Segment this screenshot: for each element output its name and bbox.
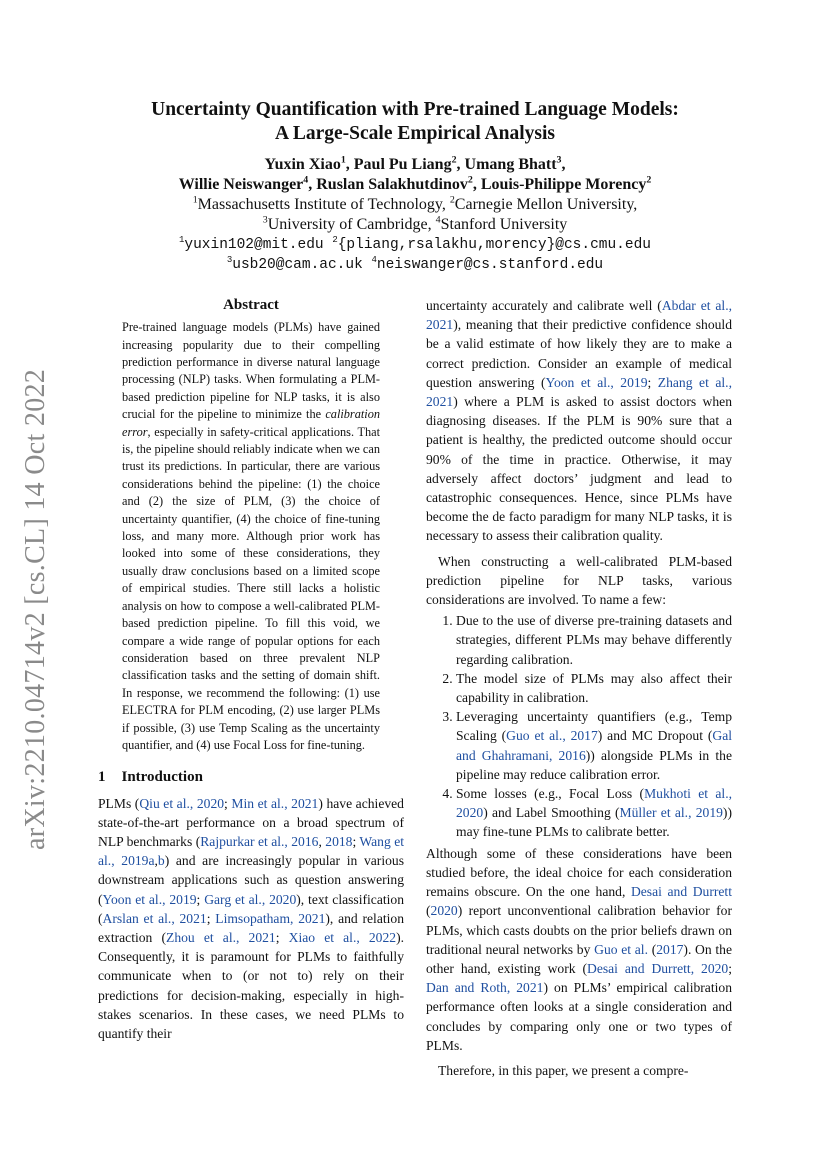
abstract-heading: Abstract xyxy=(223,297,279,313)
affiliation-text: Carnegie Mellon University, xyxy=(454,196,638,213)
title-line-1: Uncertainty Quantification with Pre-trained Language Models: xyxy=(151,99,679,120)
body-text: ) on PLMs’ empirical calibration performance often looks at a single consideration and concludes by comparing only one or two types of PLMs. xyxy=(426,980,732,1053)
body-text: ) and are increasingly popular in various downstream applications such as question answering ( xyxy=(98,853,404,907)
citation-link: Mukhoti et al., 2020 xyxy=(456,786,732,821)
author-name: Yuxin Xiao xyxy=(264,156,341,173)
citation-link: 2017 xyxy=(656,941,684,957)
affiliation-text: Stanford University xyxy=(440,216,568,233)
author-name: Willie Neiswanger xyxy=(178,176,304,193)
body-text: ; xyxy=(196,891,205,907)
affiliation-marker: 1 xyxy=(340,154,346,166)
body-text: ) where a PLM is asked to assist doctors when diagnosing diseases. If the PLM is 90% sure that a patient is healthy, the predicted outcome should occur 90% of the time in practice. Otherwise, it may adversely affect doctors’ judgment and lead to catastrophic consequences. Hence, since PLMs have become the de facto paradigm for many NLP tasks, it is necessary to assess their calibration quality. xyxy=(426,394,732,544)
affiliation-marker: 2 xyxy=(449,194,455,206)
affiliation-marker: 4 xyxy=(303,174,309,186)
body-text: ), text classification ( xyxy=(98,891,405,926)
list-item xyxy=(456,707,732,784)
section-title: Introduction xyxy=(121,769,203,786)
title-line-2: A Large-Scale Empirical Analysis xyxy=(274,123,556,144)
citation-link: Guo et al., 2017 xyxy=(506,728,598,744)
citation-link: Arslan et al., 2021 xyxy=(102,910,207,926)
author-name: Louis-Philippe Morency xyxy=(480,176,647,193)
affiliation-marker: 4 xyxy=(435,214,441,226)
author-name: Paul Pu Liang xyxy=(353,156,452,173)
body-text: ( xyxy=(647,941,657,957)
section-number: 1 xyxy=(98,769,106,786)
citation-link: Dan and Roth, 2021 xyxy=(426,980,544,996)
email-line-1 xyxy=(90,235,740,255)
affiliation-text: neiswanger@cs.stanford.edu xyxy=(376,257,604,273)
affiliation-marker: 1 xyxy=(178,235,185,246)
author-name: Ruslan Salakhutdinov xyxy=(316,176,468,193)
citation-link: Guo et al. xyxy=(594,941,648,957)
affiliation-marker: 2 xyxy=(467,174,473,186)
citation-link: Wang et al., 2019a xyxy=(98,833,405,869)
body-text: , xyxy=(318,833,326,849)
body-text: Although some of these considerations have been studied before, the ideal choice for each consideration remains obscure. On the one hand, xyxy=(426,845,732,900)
intro-paragraph-2 xyxy=(426,552,732,610)
intro-paragraph-1 xyxy=(98,794,404,1044)
affiliation-marker: 1 xyxy=(192,194,198,206)
body-text: PLMs ( xyxy=(98,795,140,811)
abstract-italic: calibration error xyxy=(122,407,380,439)
body-text: The model size of PLMs may also affect their capability in calibration. xyxy=(456,670,732,706)
body-text: uncertainty accurately and calibrate well ( xyxy=(426,298,662,313)
citation-link: Zhang et al., 2021 xyxy=(426,374,732,410)
body-text: Leveraging uncertainty quantifiers (e.g., Temp Scaling ( xyxy=(456,709,732,744)
affiliation-marker: 2 xyxy=(451,154,457,166)
list-item xyxy=(456,611,732,669)
citation-link: 2018 xyxy=(325,833,353,849)
abstract-text-1: Pre-trained language models (PLMs) have gained increasing popularity due to their compelling prediction performance in diverse natural language processing (NLP) tasks. When formulating a PLM-based prediction pipeline for NLP tasks, it is also crucial for the pipeline to minimize the xyxy=(122,320,380,422)
affiliation-marker: 3 xyxy=(556,154,562,166)
body-text: ; xyxy=(275,929,289,945)
citation-link: Yoon et al., 2019 xyxy=(545,374,648,390)
body-text: ), and relation extraction ( xyxy=(98,910,405,945)
body-text: Due to the use of diverse pre-training datasets and strategies, different PLMs may behave differently regarding calibration. xyxy=(456,613,732,667)
citation-link: b xyxy=(157,853,165,869)
affiliation-text: yuxin102@mit.edu xyxy=(184,237,333,253)
citation-link: Desai and Durrett xyxy=(630,884,732,900)
citation-link: Xiao et al., 2022 xyxy=(288,929,397,945)
affiliation-marker: 4 xyxy=(371,255,377,266)
citation-link: Yoon et al., 2019 xyxy=(102,891,197,907)
body-text: Therefore, in this paper, we present a compre- xyxy=(438,1062,689,1078)
author-name: Umang Bhatt xyxy=(464,156,557,173)
intro-paragraph-1-continued xyxy=(426,296,732,546)
authors-line-1: Yuxin Xiao$^1$, Paul Pu Liang$^2$, Umang Bhatt$^3$, xyxy=(264,154,566,173)
list-item xyxy=(456,669,732,707)
intro-paragraph-3 xyxy=(426,844,732,1055)
body-text: )) alongside PLMs in the pipeline may reduce calibration error. xyxy=(456,747,733,782)
citation-link: Qiu et al., 2020 xyxy=(139,795,225,811)
body-text: Some losses (e.g., Focal Loss ( xyxy=(456,786,645,802)
email-line-2 xyxy=(90,255,740,275)
authors-line-2: Willie Neiswanger$^4$, Ruslan Salakhutdinov$^2$, Louis-Philippe Morency$^2$ xyxy=(178,174,652,193)
body-text: ), meaning that their predictive confidence should be a valid estimate of how likely they are to make a correct prediction. Consider an example of medical question answering ( xyxy=(426,317,732,390)
affiliation-marker: 3 xyxy=(262,214,268,226)
affiliation-marker: 3 xyxy=(226,255,233,266)
affiliation-marker: 2 xyxy=(332,235,338,246)
citation-link: Garg et al., 2020 xyxy=(204,891,297,907)
body-text: ). On the other hand, existing work ( xyxy=(426,941,732,976)
affiliation-line-2 xyxy=(90,215,740,235)
body-text: ; xyxy=(647,374,658,390)
section-heading-introduction xyxy=(98,768,404,787)
citation-link: Rajpurkar et al., 2016 xyxy=(200,833,319,849)
citation-link: Limsopatham, 2021 xyxy=(215,910,326,926)
body-text: , xyxy=(154,853,158,869)
body-text: ; xyxy=(728,960,732,976)
citation-link: Müller et al., 2019 xyxy=(619,805,723,821)
list-item xyxy=(456,784,732,842)
affiliation-line-1 xyxy=(90,195,740,215)
citation-link: 2020 xyxy=(430,903,458,919)
affiliation-marker: 2 xyxy=(646,174,652,186)
body-text: ( xyxy=(426,903,431,919)
body-text: When constructing a well-calibrated PLM-based prediction pipeline for NLP tasks, various considerations are involved. To name a few: xyxy=(426,553,732,608)
intro-paragraph-4 xyxy=(426,1061,732,1080)
author-block xyxy=(90,155,740,275)
citation-link: Zhou et al., 2021 xyxy=(166,929,276,945)
body-text: ) and MC Dropout ( xyxy=(597,728,713,744)
paper-title xyxy=(90,98,740,146)
citation-link: Min et al., 2021 xyxy=(231,795,319,811)
affiliation-text: usb20@cam.ac.uk xyxy=(232,257,372,273)
affiliation-text: University of Cambridge, xyxy=(267,216,436,233)
body-text: ). Consequently, it is paramount for PLMs to faithfully communicate when to (or not to) rely on their predictions for decision-making, especially in high-stakes scenarios. In these cases, we need PLMs to quantify their xyxy=(98,929,404,1041)
citation-link: Desai and Durrett, 2020 xyxy=(587,960,729,976)
right-column xyxy=(426,296,732,1080)
body-text: ) and Label Smoothing ( xyxy=(483,805,620,821)
body-text: ) report unconventional calibration behavior for PLMs, which casts doubts on the prior beliefs drawn on traditional neural networks by xyxy=(426,903,732,957)
considerations-list xyxy=(426,611,732,841)
citation-link: Abdar et al., 2021 xyxy=(426,298,733,333)
body-text: ; xyxy=(224,795,232,811)
left-column xyxy=(98,296,404,1043)
body-text: ; xyxy=(352,833,360,849)
body-text: ) have achieved state-of-the-art performance on a broad spectrum of NLP benchmarks ( xyxy=(98,795,404,849)
body-text: ; xyxy=(206,910,216,926)
body-text: )) may fine-tune PLMs to calibrate better. xyxy=(456,805,732,840)
abstract-body xyxy=(122,319,380,754)
citation-link: Gal and Ghahramani, 2016 xyxy=(456,728,733,763)
affiliation-text: {pliang,rsalakhu,morency}@cs.cmu.edu xyxy=(337,237,651,253)
abstract-text-2: , especially in safety-critical applications. That is, the pipeline should reliably indicate when we can trust its predictions. In particular, there are various considerations behind the pipeline: (1) the choice and (2) the size of PLM, (3) the choice of uncertainty quantifier, (4) the choice of fine-tuning loss, and many more. Although prior work has looked into some of these considerations, they usually draw conclusions based on a limited scope of empirical studies. There still lacks a holistic analysis on how to compose a well-calibrated PLM-based prediction pipeline. To fill this void, we compare a wide range of popular options for each consideration based on three prevalent NLP classification tasks and the setting of domain shift. In response, we recommend the following: (1) use ELECTRA for PLM encoding, (2) use larger PLMs if possible, (3) use Temp Scaling as the uncertainty quantifier, and (4) use Focal Loss for fine-tuning. xyxy=(122,424,380,752)
arxiv-identifier: arXiv:2210.04714v2 [cs.CL] 14 Oct 2022 xyxy=(20,368,51,850)
affiliation-text: Massachusetts Institute of Technology, xyxy=(197,196,450,213)
